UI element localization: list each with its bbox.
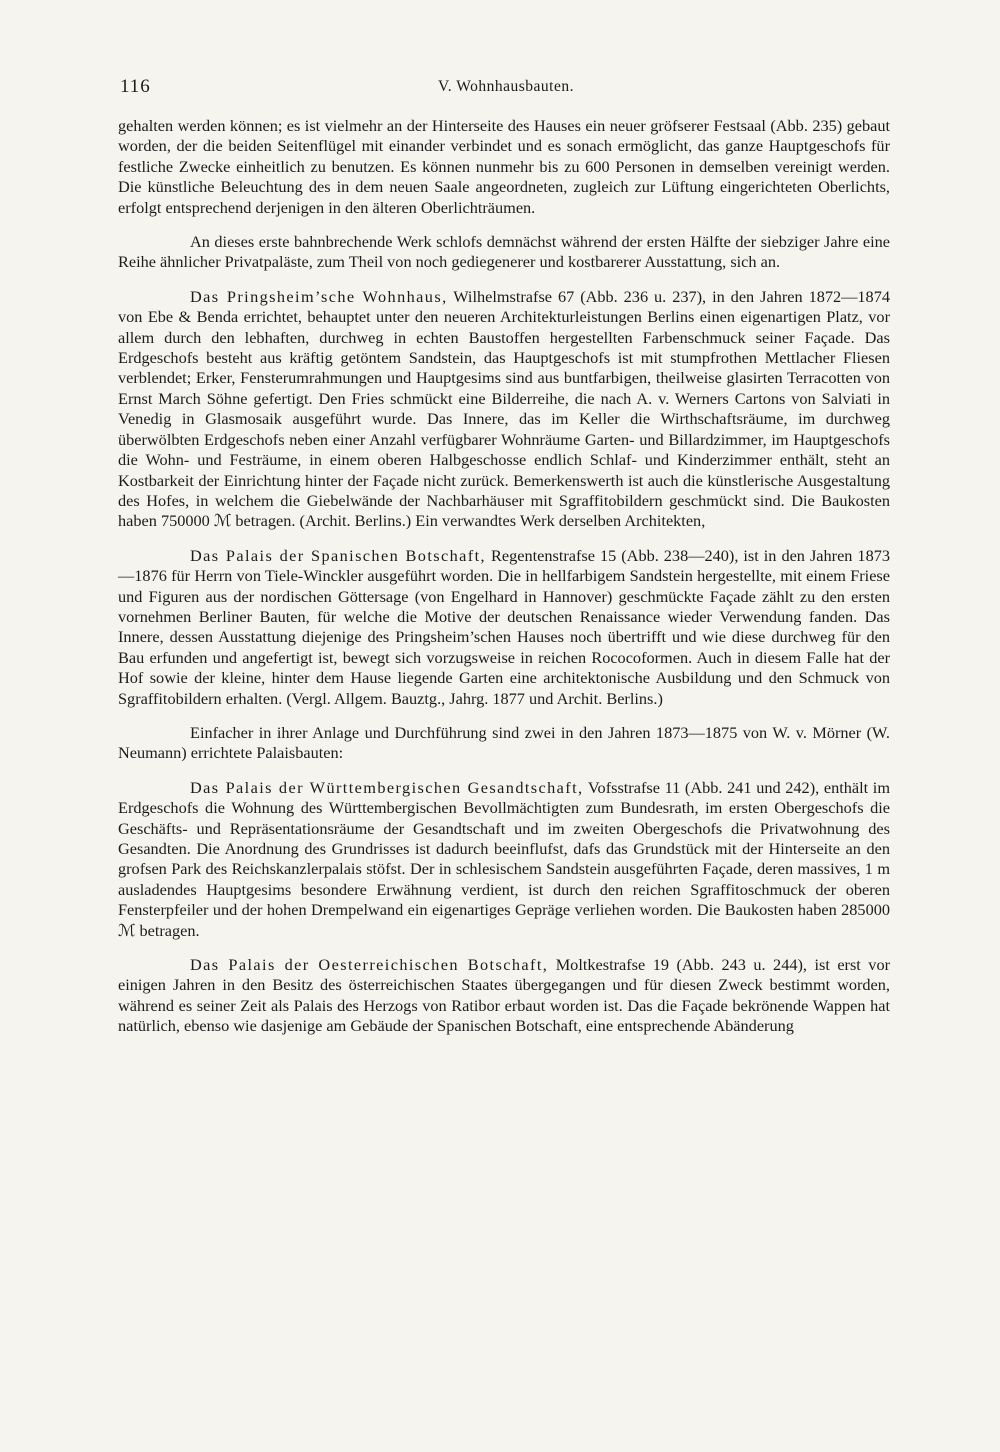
paragraph bbox=[118, 287, 890, 532]
paragraph-lead: Das Palais der Württembergischen Gesandtschaft, bbox=[190, 777, 584, 797]
page-number: 116 bbox=[120, 76, 151, 97]
body-text bbox=[118, 116, 890, 1051]
paragraph-text: Vofsstrafse 11 (Abb. 241 und 242), enthält im Erdgeschofs die Wohnung des Württembergischen Bevollmächtigten zum Bundesrath, im ersten Obergeschofs die Geschäfts- und Repräsentationsräume der Gesandtschaft und im zweiten Obergeschofs die Privatwohnung des Gesandten. Die Anordnung des Grundrisses ist dadurch beeinflufst, dafs das Grundstück mit der Hinterseite an den grofsen Park des Reichskanzlerpalais stöfst. Der in schlesischem Sandstein ausgeführten Façade, deren massives, 1 m ausladendes Hauptgesims besondere Erwähnung verdient, ist durch den reichen Sgraffitoschmuck der oberen Fensterpfeiler und der hohen Drempelwand ein eigenartiges Gepräge verliehen worden. Die Baukosten haben 285000 ℳ betragen. bbox=[118, 777, 890, 940]
paragraph-text: An dieses erste bahnbrechende Werk schlofs demnächst während der ersten Hälfte der siebziger Jahre eine Reihe ähnlicher Privatpaläste, zum Theil von noch gediegenerer und kostbarerer Ausstattung, sich an. bbox=[118, 232, 890, 272]
paragraph bbox=[118, 116, 890, 218]
paragraph bbox=[118, 955, 890, 1037]
paragraph-lead: Das Palais der Oesterreichischen Botschaft, bbox=[190, 955, 549, 975]
paragraph bbox=[118, 723, 890, 764]
paragraph-text: gehalten werden können; es ist vielmehr an der Hinterseite des Hauses ein neuer gröfserer Festsaal (Abb. 235) gebaut worden, der die beiden Seitenflügel mit einander verbindet und es sonach ermöglicht, das ganze Hauptgeschofs für festliche Zwecke einheitlich zu benutzen. Es können nunmehr bis zu 600 Personen in demselben vereinigt werden. Die künstliche Beleuchtung des in dem neuen Saale angeordneten, zugleich zur Lüftung eingerichteten Oberlichts, erfolgt entsprechend derjenigen in den älteren Oberlichträumen. bbox=[118, 116, 890, 217]
paragraph bbox=[118, 232, 890, 273]
paragraph-lead: Das Pringsheim’sche Wohnhaus, bbox=[190, 286, 448, 306]
running-head: V. Wohnhausbauten. bbox=[438, 78, 574, 95]
paragraph-text: Moltkestrafse 19 (Abb. 243 u. 244), ist erst vor einigen Jahren in den Besitz des österreichischen Staates übergegangen und für diesen Zweck bestimmt worden, während es seiner Zeit als Palais des Herzogs von Ratibor erbaut worden ist. Das die Façade bekrönende Wappen hat natürlich, ebenso wie dasjenige am Gebäude der Spanischen Botschaft, eine entsprechende Abänderung bbox=[118, 955, 891, 1036]
paragraph-text: Regentenstrafse 15 (Abb. 238—240), ist in den Jahren 1873—1876 für Herrn von Tiele-Winckler ausgeführt worden. Die in hellfarbigem Sandstein hergestellte, mit einem Friese und Figuren aus der nordischen Göttersage (von Engelhard in Hannover) geschmückte Façade zählt zu den ersten vornehmen Berliner Bauten, für welche die Motive der deutschen Renaissance wieder Verwendung fanden. Das Innere, dessen Ausstattung diejenige des Pringsheim’schen Hauses noch übertrifft und wie diese durchweg für den Bau erfunden und angefertigt ist, bewegt sich vorzugsweise in reichen Rococoformen. Auch in diesem Falle hat der Hof sowie der kleine, hinter dem Hause liegende Garten eine architektonische Ausbildung und den Schmuck von Sgraffitobildern erhalten. (Vergl. Allgem. Bauztg., Jahrg. 1877 und Archit. Berlins.) bbox=[118, 545, 890, 708]
paragraph-lead: Das Palais der Spanischen Botschaft, bbox=[190, 545, 487, 565]
paragraph-text: Wilhelmstrafse 67 (Abb. 236 u. 237), in den Jahren 1872—1874 von Ebe & Benda errichtet, behauptet unter den neueren Architekturleistungen Berlins einen eigenartigen Platz, vor allem durch den lebhaften, durchweg in echten Baustoffen hergestellten Farbenschmuck seiner Façade. Das Erdgeschofs besteht aus kräftig getöntem Sandstein, das Hauptgeschofs ist mit stumpfrothen Mettlacher Fliesen verblendet; Erker, Fensterumrahmungen und Hauptgesims sind aus buntfarbigen, theilweise glasirten Terracotten von Ernst March Söhne gefertigt. Den Fries schmückt eine Bilderreihe, die nach A. v. Werners Cartons von Salviati in Venedig in Glasmosaik ausgeführt wurde. Das Innere, das im Keller die Wirthschaftsräume, im durchweg überwölbten Erdgeschofs neben einer Anzahl verfügbarer Wohnräume Garten- und Billardzimmer, im Hauptgeschofs die Wohn- und Festräume, in einem oberen Halbgeschosse endlich Schlaf- und Kinderzimmer enthält, steht an Kostbarkeit der Einrichtung hinter der Façade nicht zurück. Bemerkenswerth ist auch die künstlerische Ausgestaltung des Hofes, in welchem die Giebelwände der Nachbarhäuser mit Sgraffitobildern geschmückt sind. Die Baukosten haben 750000 ℳ betragen. (Archit. Berlins.) Ein verwandtes Werk derselben Architekten, bbox=[118, 286, 890, 531]
paragraph bbox=[118, 546, 890, 709]
paragraph bbox=[118, 778, 890, 941]
paragraph-text: Einfacher in ihrer Anlage und Durchführung sind zwei in den Jahren 1873—1875 von W. v. Mörner (W. Neumann) errichtete Palaisbauten: bbox=[118, 722, 890, 763]
page-header bbox=[112, 70, 880, 100]
